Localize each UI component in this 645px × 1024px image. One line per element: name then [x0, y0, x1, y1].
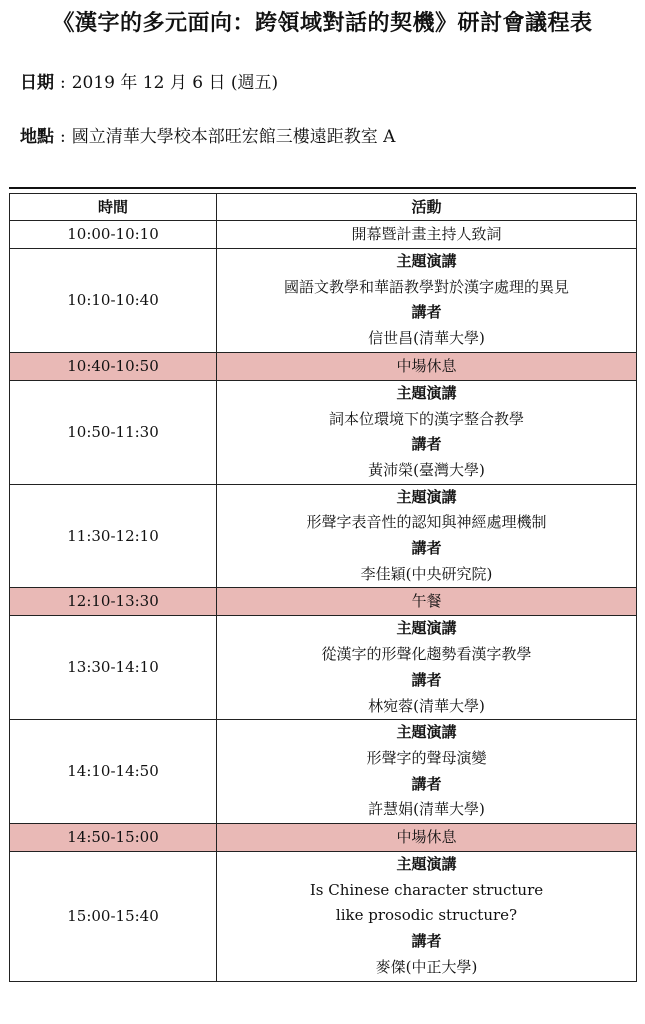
speaker-label: 講者: [411, 539, 442, 558]
speaker-name: 麥傑(中正大學): [375, 957, 478, 976]
table-row: [10, 616, 637, 720]
time-cell: 14:10-14:50: [10, 720, 217, 824]
speaker-name: 林宛蓉(清華大學): [368, 696, 485, 715]
talk-topic: 形聲字的聲母演變: [366, 748, 487, 767]
talk-label: 主題演講: [396, 723, 457, 742]
talk-topic: 從漢字的形聲化趨勢看漢字教學: [321, 645, 532, 664]
talk-topic: 詞本位環境下的漢字整合教學: [328, 409, 524, 428]
speaker-label: 講者: [411, 303, 442, 322]
activity-cell: 開幕暨計畫主持人致詞: [217, 221, 637, 249]
talk-label: 主題演講: [396, 383, 457, 402]
talk-label: 主題演講: [396, 855, 457, 874]
activity-cell: [217, 249, 637, 353]
activity-cell: [217, 616, 637, 720]
time-cell: 11:30-12:10: [10, 484, 217, 588]
activity-cell: [217, 852, 637, 982]
header-time: 時間: [10, 194, 217, 221]
activity-cell: 中場休息: [217, 352, 637, 380]
speaker-label: 講者: [411, 774, 442, 793]
date-label: 日期: [20, 73, 54, 93]
date-line: [20, 68, 278, 93]
time-cell: 10:40-10:50: [10, 352, 217, 380]
break-row: [10, 588, 637, 616]
time-cell: 10:10-10:40: [10, 249, 217, 353]
speaker-name: 許慧娟(清華大學): [368, 800, 485, 819]
venue-label: 地點: [20, 127, 54, 147]
speaker-name: 信世昌(清華大學): [368, 329, 485, 348]
table-header-row: [10, 194, 637, 221]
talk-topic: 國語文教學和華語教學對於漢字處理的異見: [283, 277, 569, 296]
talk-label: 主題演講: [396, 252, 457, 270]
venue-line: [20, 122, 395, 147]
table-row: [10, 720, 637, 824]
speaker-name: 黃沛榮(臺灣大學): [368, 460, 485, 479]
time-cell: 10:00-10:10: [10, 221, 217, 249]
activity-cell: 午餐: [217, 588, 637, 616]
break-row: [10, 352, 637, 380]
venue-colon: :: [60, 127, 66, 147]
table-row: [10, 852, 637, 982]
table-row: [10, 221, 637, 249]
time-cell: 10:50-11:30: [10, 380, 217, 484]
activity-cell: [217, 720, 637, 824]
table-row: [10, 380, 637, 484]
header-activity: 活動: [217, 194, 637, 221]
agenda-body: [10, 221, 637, 982]
speaker-name: 李佳穎(中央研究院): [360, 564, 493, 583]
activity-cell: [217, 380, 637, 484]
venue-value: 國立清華大學校本部旺宏館三樓遠距教室 A: [71, 127, 396, 147]
table-row: [10, 249, 637, 353]
page-title: 《漢字的多元面向：跨領域對話的契機》研討會議程表: [52, 10, 593, 36]
agenda-table: [9, 193, 637, 982]
talk-topic: Is Chinese character structure: [309, 880, 544, 899]
talk-label: 主題演講: [396, 619, 457, 638]
table-row: [10, 484, 637, 588]
activity-cell: 中場休息: [217, 824, 637, 852]
top-rule: [9, 187, 636, 189]
break-row: [10, 824, 637, 852]
time-cell: 15:00-15:40: [10, 852, 217, 982]
talk-topic: 形聲字表音性的認知與神經處理機制: [306, 513, 547, 532]
talk-label: 主題演講: [396, 487, 457, 506]
speaker-label: 講者: [411, 435, 442, 454]
speaker-label: 講者: [411, 932, 442, 951]
speaker-label: 講者: [411, 670, 442, 689]
time-cell: 12:10-13:30: [10, 588, 217, 616]
activity-cell: [217, 484, 637, 588]
time-cell: 13:30-14:10: [10, 616, 217, 720]
date-value: 2019 年 12 月 6 日 (週五): [71, 73, 279, 93]
talk-topic: like prosodic structure?: [335, 906, 518, 925]
date-colon: :: [60, 73, 66, 93]
time-cell: 14:50-15:00: [10, 824, 217, 852]
